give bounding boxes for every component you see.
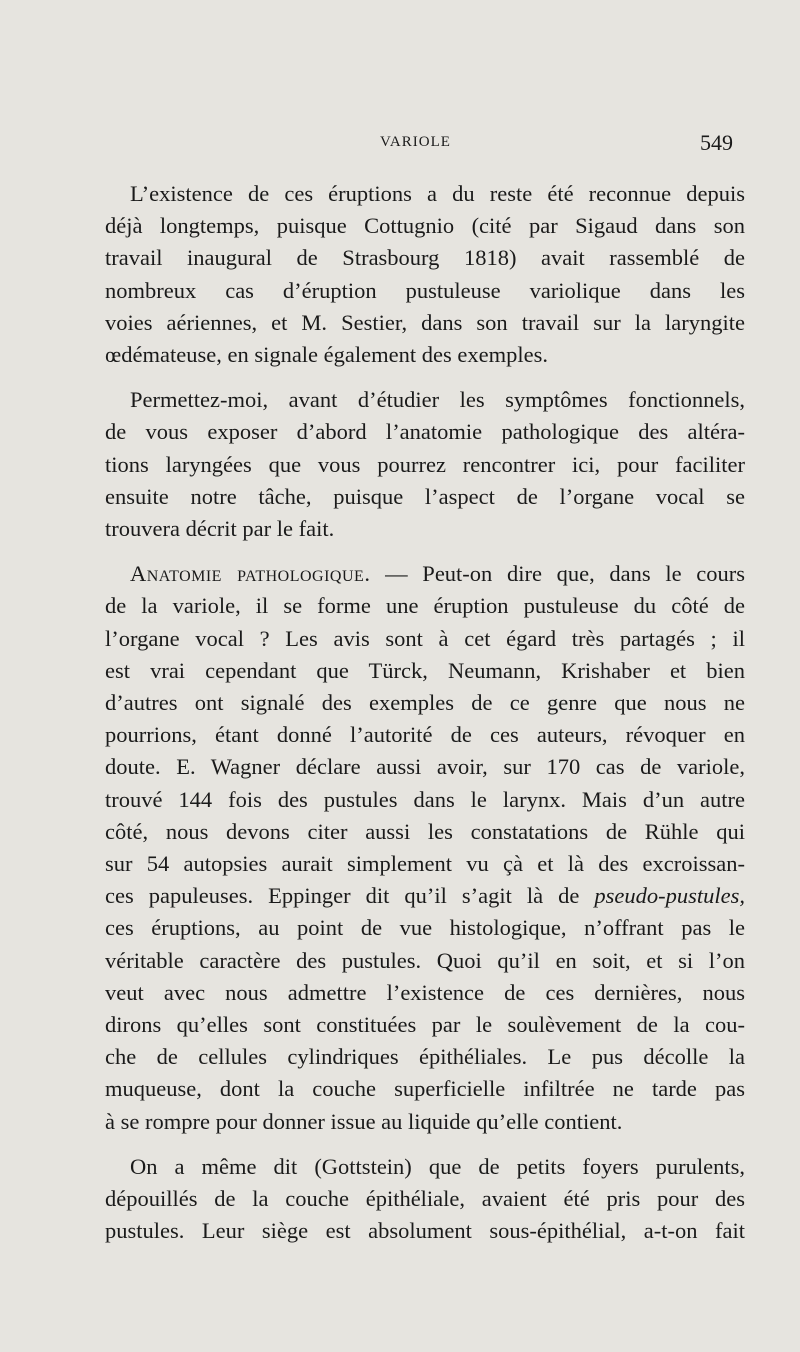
page-number: 549: [700, 130, 733, 155]
text-line: trouvé 144 fois des pustules dans le larynx. Mais d’un autre: [105, 786, 745, 812]
text-line: dirons qu’elles sont constituées par le soulèvement de la cou-: [105, 1012, 745, 1038]
text-line: à se rompre pour donner issue au liquide qu’elle contient.: [105, 1108, 623, 1134]
page-header: [0, 130, 800, 158]
text-line: dépouillés de la couche épithéliale, avaient été pris pour des: [105, 1186, 745, 1212]
text-line: muqueuse, dont la couche superficielle infiltrée ne tarde pas: [105, 1076, 745, 1102]
text-line: déjà longtemps, puisque Cottugnio (cité par Sigaud dans son: [105, 213, 745, 239]
text-line: sur 54 autopsies aurait simplement vu çà et là des excroissan-: [105, 851, 745, 877]
text-line: de vous exposer d’abord l’anatomie pathologique des altéra-: [105, 419, 745, 445]
text-line: L’existence de ces éruptions a du reste été reconnue depuis: [130, 181, 745, 206]
text-line: travail inaugural de Strasbourg 1818) avait rassemblé de: [105, 245, 745, 271]
paragraph-4: [105, 1151, 745, 1248]
text-line: véritable caractère des pustules. Quoi qu’il en soit, et si l’on: [105, 947, 745, 973]
text-line: doute. E. Wagner déclare aussi avoir, sur 170 cas de variole,: [105, 754, 745, 780]
text-line: pustules. Leur siège est absolument sous-épithélial, a-t-on fait: [105, 1218, 745, 1244]
line-text: ces papuleuses. Eppinger dit qu’il s’agit là de: [105, 883, 595, 909]
text-line: Permettez-moi, avant d’étudier les symptômes fonctionnels,: [130, 387, 745, 413]
text-line: œdémateuse, en signale également des exemples.: [105, 342, 548, 368]
text-line: l’organe vocal ? Les avis sont à cet égard très partagés ; il: [105, 625, 745, 651]
text-line: voies aériennes, et M. Sestier, dans son travail sur la laryngite: [105, 309, 745, 335]
text-line: de la variole, il se forme une éruption pustuleuse du côté de: [105, 593, 745, 619]
text-line: est vrai cependant que Türck, Neumann, Krishaber et bien: [105, 657, 745, 683]
running-head: VARIOLE: [380, 134, 451, 150]
heading-continuation: — Peut-on dire que, dans le cours: [370, 561, 745, 587]
text-line: ces éruptions, au point de vue histologique, n’offrant pas le: [105, 915, 745, 941]
paragraph-2: [105, 384, 745, 545]
text-line: [105, 880, 745, 912]
text-line: che de cellules cylindriques épithéliales. Le pus décolle la: [105, 1044, 745, 1070]
text-line: d’autres ont signalé des exemples de ce genre que nous ne: [105, 690, 745, 716]
text-line: pourrions, étant donné l’autorité de ces auteurs, révoquer en: [105, 722, 745, 748]
paragraph-3: [105, 558, 745, 1138]
page-body: [105, 178, 745, 1261]
section-heading: Anatomie pathologique.: [130, 561, 371, 587]
text-line: côté, nous devons citer aussi les constatations de Rühle qui: [105, 818, 745, 844]
text-line: [105, 558, 745, 590]
text-line: nombreux cas d’éruption pustuleuse variolique dans les: [105, 277, 745, 303]
italic-term: pseudo-pustules,: [594, 883, 745, 909]
text-line: trouvera décrit par le fait.: [105, 516, 335, 542]
text-line: On a même dit (Gottstein) que de petits foyers purulents,: [130, 1153, 745, 1179]
text-line: ensuite notre tâche, puisque l’aspect de l’organe vocal se: [105, 483, 745, 509]
paragraph-1: [105, 178, 745, 371]
text-line: tions laryngées que vous pourrez rencontrer ici, pour faciliter: [105, 451, 745, 477]
text-line: veut avec nous admettre l’existence de ces dernières, nous: [105, 979, 745, 1005]
